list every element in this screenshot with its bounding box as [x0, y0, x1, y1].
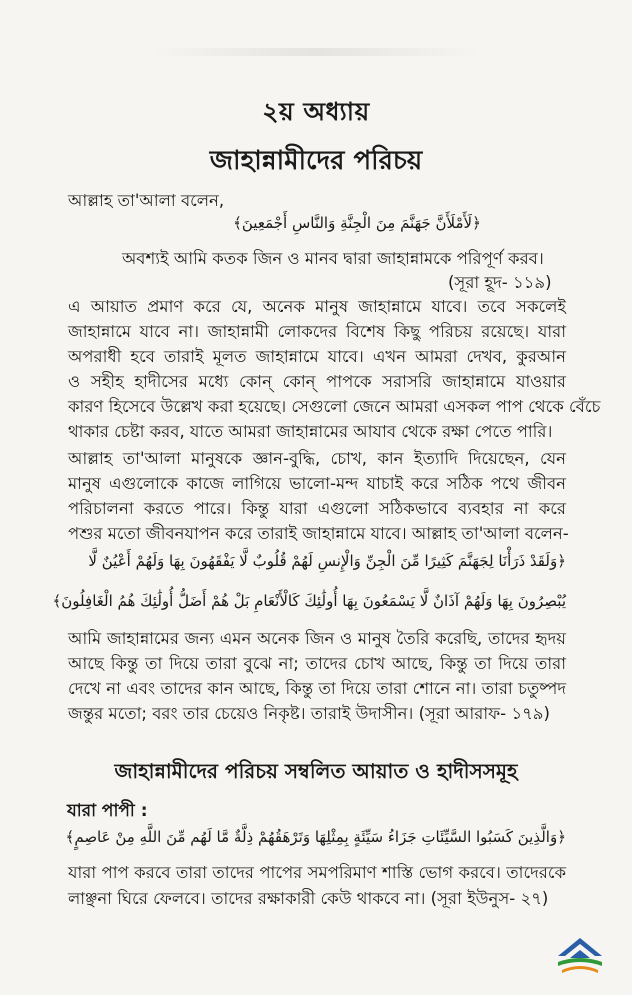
verse-2-translation-line: দেখে না এবং তাদের কান আছে, কিন্তু তা দিয়ে তারা শোনে না। তারা চতুষ্পদ [68, 679, 566, 698]
paragraph-1-line: থাকার চেষ্টা করব, যাতে আমরা জাহান্নামের আযাব থেকে রক্ষা পেতে পারি। [68, 422, 553, 441]
verse-2-arabic-line: يُبْصِرُونَ بِهَا وَلَهُمْ آذَانٌ لَّا يَسْمَعُونَ بِهَا أُولَٰئِكَ كَالْأَنْعَامِ بَلْ هُمْ أَضَلُّ أُولَٰئِكَ هُمُ الْغَافِلُونَ﴾ [52, 592, 566, 610]
chapter-heading: ২য় অধ্যায় [262, 97, 370, 126]
verse-2-translation-line: আমি জাহান্নামের জন্য এমন অনেক জিন ও মানুষ তৈরি করেছি, তাদের হৃদয় [68, 629, 566, 648]
intro-line: আল্লাহ তা'আলা বলেন, [68, 191, 225, 210]
publisher-logo [552, 932, 608, 978]
bleed-through [150, 48, 480, 56]
paragraph-2-line: আল্লাহ তা'আলা মানুষকে জ্ঞান-বুদ্ধি, চোখ, কান ইত্যাদি দিয়েছেন, যেন [68, 449, 566, 468]
verse-2-translation-line: জন্তুর মতো; বরং তার চেয়েও নিকৃষ্ট। তারাই উদাসীন। (সূরা আরাফ- ১৭৯) [68, 704, 550, 723]
paragraph-1-line: এ আয়াত প্রমাণ করে যে, অনেক মানুষ জাহান্নামে যাবে। তবে সকলেই [68, 297, 566, 316]
verse-3-arabic: ﴿وَالَّذِينَ كَسَبُوا السَّيِّئَاتِ جَزَاءُ سَيِّئَةٍ بِمِثْلِهَا وَتَرْهَقُهُمْ ذِلَّةٌ مَّا لَهُم مِّنَ اللَّهِ مِنْ عَاصِمٍ﴾ [65, 828, 566, 846]
subheading: যারা পাপী : [67, 801, 148, 821]
paragraph-1-line: ও সহীহ হাদীসের মধ্যে কোন্ কোন্ পাপকে সরাসরি জাহান্নামে যাওয়ার [68, 372, 566, 391]
paragraph-1-line: জাহান্নামে যাবে না। জাহান্নামী লোকদের বিশেষ কিছু পরিচয় রয়েছে। যারা [68, 322, 566, 341]
paragraph-2-line: পশুর মতো জীবনযাপন করে তারাই জাহান্নামে যাবে। আল্লাহ তা'আলা বলেন- [68, 524, 569, 543]
paragraph-1-line: অপরাধী হবে তারাই মূলত জাহান্নামে যাবে। এখন আমরা দেখব, কুরআন [68, 347, 566, 366]
paragraph-2-line: মানুষ এগুলোকে কাজে লাগিয়ে ভালো-মন্দ যাচাই করে সঠিক পথে জীবন [68, 474, 566, 493]
paragraph-2-line: পরিচালনা করতে পারে। কিন্তু যারা এগুলো সঠিকভাবে ব্যবহার না করে [68, 499, 566, 518]
verse-1-translation: অবশ্যই আমি কতক জিন ও মানব দ্বারা জাহান্নামকে পরিপূর্ণ করব। [122, 249, 544, 268]
verse-2-arabic-line: ﴿وَلَقَدْ ذَرَأْنَا لِجَهَنَّمَ كَثِيرًا مِّنَ الْجِنِّ وَالْإِنسِ لَهُمْ قُلُوبٌ لَّا يَفْقَهُونَ بِهَا وَلَهُمْ أَعْيُنٌ لَّا [88, 552, 566, 570]
paragraph-1-line: কারণ হিসেবে উল্লেখ করা হয়েছে। সেগুলো জেনে আমরা এসকল পাপ থেকে বেঁচে [68, 397, 601, 416]
verse-1-reference: (সূরা হূদ- ১১৯) [448, 273, 552, 292]
section-heading: জাহান্নামীদের পরিচয় সম্বলিত আয়াত ও হাদীসসমূহ [114, 759, 518, 783]
verse-2-translation-line: আছে কিন্তু তা দিয়ে তারা বুঝে না; তাদের চোখ আছে, কিন্তু তা দিয়ে তারা [68, 654, 566, 673]
page-title: জাহান্নামীদের পরিচয় [209, 146, 423, 176]
verse-3-translation-line: যারা পাপ করবে তারা তাদের পাপের সমপরিমাণ শাস্তি ভোগ করবে। তাদেরকে [68, 863, 566, 882]
verse-3-translation-line: লাঞ্ছনা ঘিরে ফেলবে। তাদের রক্ষাকারী কেউ থাকবে না। (সূরা ইউনুস- ২৭) [68, 889, 549, 908]
verse-1-arabic: ﴿لَأَمْلَأَنَّ جَهَنَّمَ مِنَ الْجِنَّةِ وَالنَّاسِ أَجْمَعِينَ﴾ [233, 214, 481, 232]
